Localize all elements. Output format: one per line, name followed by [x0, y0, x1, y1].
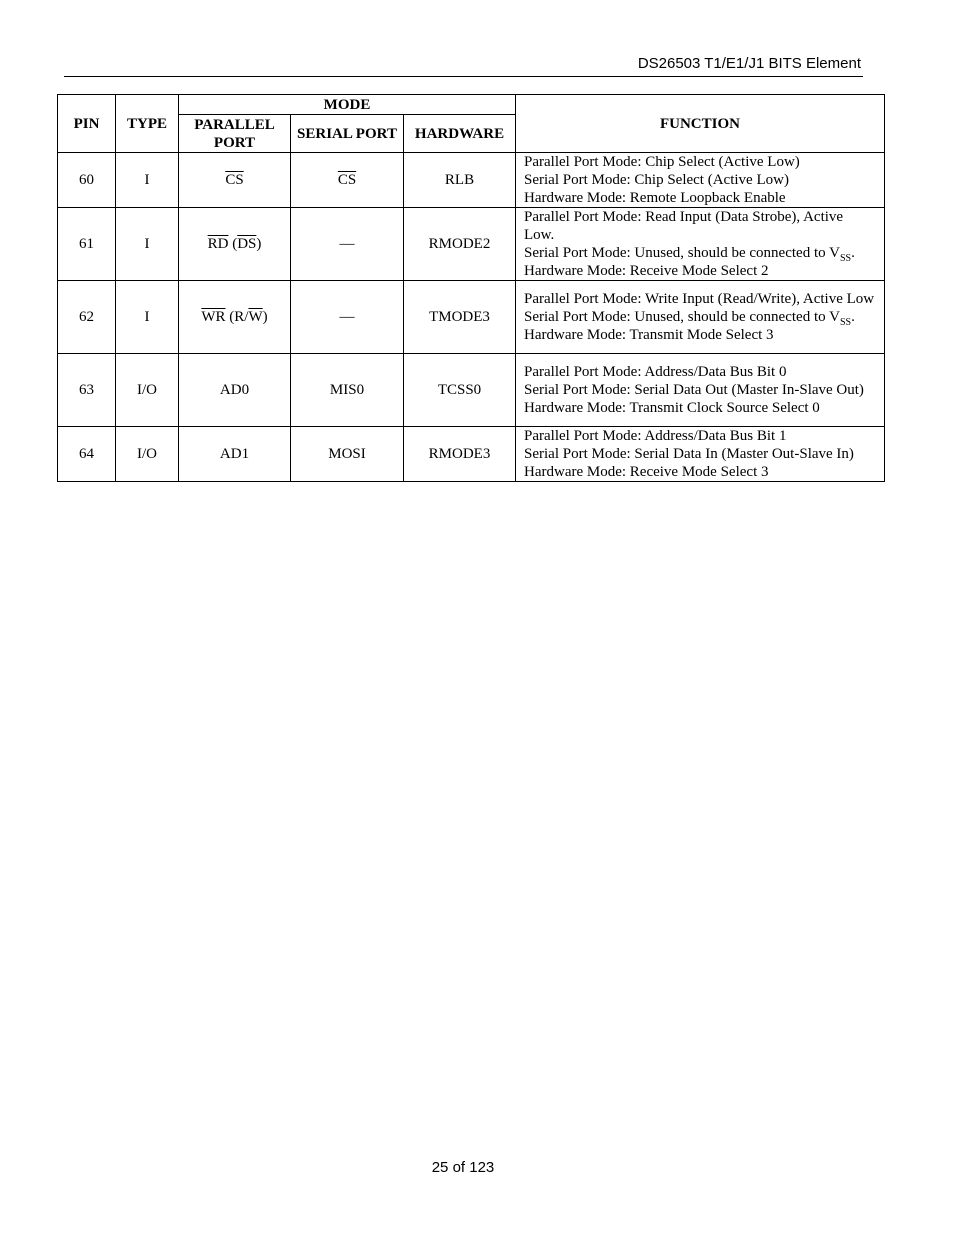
parallel-cell: AD0 — [179, 354, 291, 427]
header-type: TYPE — [116, 95, 179, 153]
table-row — [58, 427, 885, 482]
page-number: 25 of 123 — [431, 1159, 495, 1176]
pin-cell: 64 — [58, 427, 116, 482]
function-line: Serial Port Mode: Serial Data In (Master Out-Slave In) — [524, 446, 854, 462]
header-mode: MODE — [179, 95, 516, 115]
function-line: Parallel Port Mode: Write Input (Read/Write), Active Low — [524, 291, 875, 307]
parallel-cell: $\overline{WR}$ $(R/\overline{W})$ — [179, 281, 291, 354]
function-line: Serial Port Mode: Chip Select (Active Low) — [524, 172, 789, 188]
parallel-signal-alt-bar: $\overline{W}$ — [248, 309, 263, 325]
function-cell — [516, 281, 885, 354]
function-line: Hardware Mode: Transmit Clock Source Select 0 — [524, 400, 820, 416]
header-hardware: HARDWARE — [404, 115, 516, 153]
type-cell: I — [116, 208, 179, 281]
hardware-cell: RMODE2 — [404, 208, 516, 281]
serial-cell: — — [291, 281, 404, 354]
function-line: Parallel Port Mode: Chip Select (Active Low) — [524, 154, 800, 170]
function-line: Hardware Mode: Transmit Mode Select 3 — [524, 327, 774, 343]
parallel-cell: AD1 — [179, 427, 291, 482]
parallel-cell: $\overline{RD}$ $(\overline{DS})$ — [179, 208, 291, 281]
hardware-cell: RLB — [404, 153, 516, 208]
header-serial-port: SERIAL PORT — [291, 115, 404, 153]
function-line: Hardware Mode: Receive Mode Select 2 — [524, 263, 769, 279]
function-line: Parallel Port Mode: Read Input (Data Strobe), Active Low. — [524, 209, 844, 243]
pin-description-table — [57, 94, 885, 482]
serial-cell — [291, 153, 404, 208]
function-line: Parallel Port Mode: Address/Data Bus Bit 0 — [524, 364, 787, 380]
parallel-signal-alt: $\overline{DS}$ — [237, 236, 257, 252]
document-title: DS26503 T1/E1/J1 BITS Element — [637, 55, 861, 72]
table-row — [58, 208, 885, 281]
type-cell: I/O — [116, 354, 179, 427]
parallel-signal: $\overline{CS}$ — [225, 172, 244, 188]
parallel-signal: $\overline{RD}$ — [207, 236, 229, 252]
function-line: Serial Port Mode: Unused, should be connected to $V_{SS}$. — [524, 245, 855, 264]
pin-cell: 60 — [58, 153, 116, 208]
hardware-cell: TMODE3 — [404, 281, 516, 354]
table-row — [58, 281, 885, 354]
function-cell — [516, 427, 885, 482]
hardware-cell: TCSS0 — [404, 354, 516, 427]
function-line: Serial Port Mode: Serial Data Out (Master In-Slave Out) — [524, 382, 864, 398]
pin-cell: 61 — [58, 208, 116, 281]
serial-signal: $\overline{CS}$ — [337, 172, 357, 188]
hardware-cell: RMODE3 — [404, 427, 516, 482]
header-parallel-port: PARALLEL PORT — [179, 115, 291, 153]
function-cell — [516, 354, 885, 427]
parallel-cell — [179, 153, 291, 208]
function-cell — [516, 153, 885, 208]
function-line: Hardware Mode: Remote Loopback Enable — [524, 190, 786, 206]
header-function: FUNCTION — [516, 95, 885, 153]
function-line: Hardware Mode: Receive Mode Select 3 — [524, 464, 769, 480]
type-cell: I/O — [116, 427, 179, 482]
serial-cell: MOSI — [291, 427, 404, 482]
table-row — [58, 153, 885, 208]
function-line: Serial Port Mode: Unused, should be connected to $V_{SS}$. — [524, 309, 855, 328]
parallel-signal-alt: R/ — [234, 309, 249, 325]
parallel-signal: $\overline{WR}$ — [201, 309, 226, 325]
type-cell: I — [116, 153, 179, 208]
page-header — [64, 55, 863, 77]
type-cell: I — [116, 281, 179, 354]
function-line: Parallel Port Mode: Address/Data Bus Bit 1 — [524, 428, 787, 444]
pin-cell: 62 — [58, 281, 116, 354]
header-pin: PIN — [58, 95, 116, 153]
serial-cell: MIS0 — [291, 354, 404, 427]
function-cell — [516, 208, 885, 281]
pin-cell: 63 — [58, 354, 116, 427]
table-row — [58, 354, 885, 427]
serial-cell: — — [291, 208, 404, 281]
